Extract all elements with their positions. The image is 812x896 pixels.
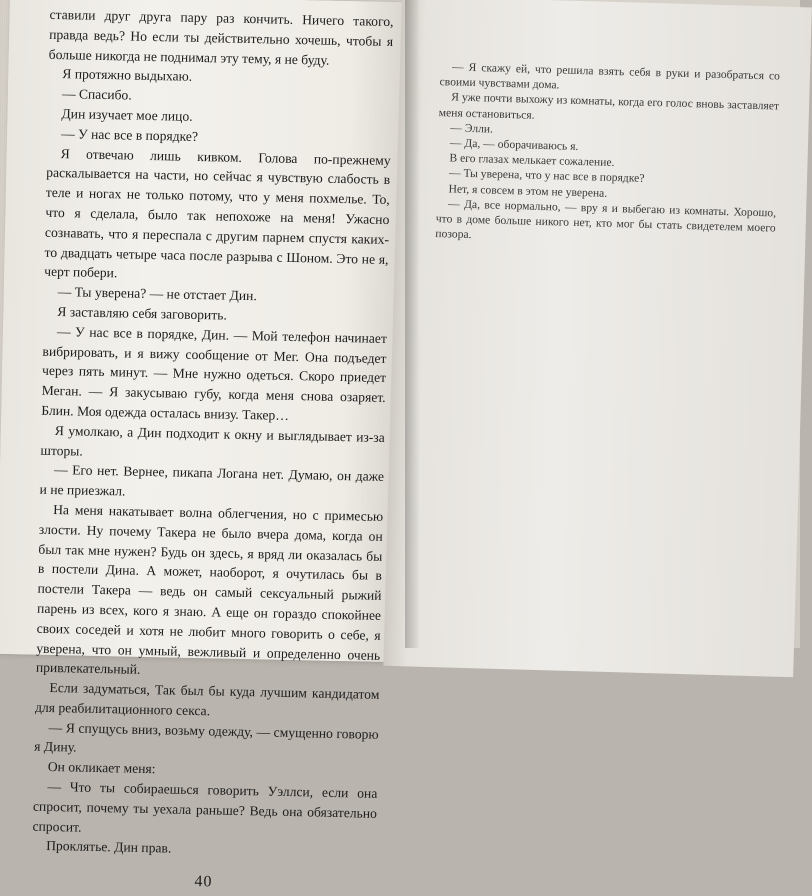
paragraph: — Ты уверена, что у нас все в порядке?	[448, 166, 645, 186]
paragraph: Я заставляю себя заговорить.	[57, 304, 227, 323]
paragraph: — Спасибо.	[61, 86, 132, 103]
book-gutter-shadow	[405, 0, 419, 648]
paragraph: На меня накатывает волна облегчения, но с примесью злости. Ну почему Такера не было вчера дома, когда он был так мне нужен? Будь он здесь, я вряд ли оказалась бы в постели Дина. А может, наоборот, я очутилась бы в постели Такера — ведь он самый сексуальный рыжий парень из всех, кого я знаю. А еще он гораздо спокойнее своих соседей и хотя не любит много говорить о себе, я уверена, что он умный, вежливый и определенно очень привлекательный.	[35, 501, 384, 678]
paragraph: Нет, я совсем в этом не уверена.	[448, 182, 608, 200]
paragraph: — Да, все нормально, — вру я и выбегаю из комнаты. Хорошо, что в доме больше никого нет, кто мог бы стать свидетелем моего позора.	[435, 197, 777, 242]
paragraph: Он окликает меня:	[47, 759, 156, 777]
paragraph: Проклятье. Дин прав.	[46, 838, 172, 857]
paragraph: — У нас все в порядке?	[60, 125, 199, 144]
paragraph: — Его нет. Вернее, пикапа Логана нет. Думаю, он даже и не приезжал.	[39, 462, 385, 499]
paragraph: В его глазах мелькает сожаление.	[449, 151, 615, 170]
paragraph: Я протяжно выдыхаю.	[62, 66, 193, 85]
paragraph: — Я спущусь вниз, возьму одежду, — смущенно говорю я Дину.	[34, 719, 379, 756]
paragraph: — Я скажу ей, что решила взять себя в руки и разобраться со своими чувствами дома.	[439, 60, 781, 92]
paragraph: Я уже почти выхожу из комнаты, когда его голос вновь заставляет меня остановиться.	[438, 90, 780, 122]
paragraph: Я умолкаю, а Дин подходит к окну и выглядывает из-за шторы.	[40, 422, 385, 459]
paragraph: Дин изучает мое лицо.	[61, 106, 193, 124]
paragraph: — Что ты собираешься говорить Уэллси, если она спросит, почему ты уехала раньше? Ведь она обязательно спросит.	[32, 779, 378, 835]
paragraph: — Элли.	[450, 121, 494, 136]
page-number: 40	[194, 873, 213, 891]
left-page-text	[32, 5, 394, 863]
paragraph: — У нас все в порядке, Дин. — Мой телефон начинает вибрировать, и я вижу сообщение от Мег. Она подъедет через пять минут. — Мне нужно одеться. Скоро приедет Меган. — Я закусываю губу, когда меня снова озаряет. Блин. Моя одежда осталась внизу. Такер…	[41, 323, 388, 423]
paragraph: Я отвечаю лишь кивком. Голова по-прежнему раскалывается на части, но сейчас я чувствую слабость в теле и ногах не только потому, что у меня похмелье. То, что я сделала, было так непохоже на меня! Ужасно сознавать, что я переспала с другим парнем спустя каких-то двадцать четыре часа после разрыва с Шоном. Это не я, черт побери.	[44, 145, 391, 281]
paragraph: — Да, — оборачиваюсь я.	[449, 136, 579, 153]
right-page	[383, 0, 812, 677]
paragraph: Если задуматься, Так был бы куда лучшим кандидатом для реабилитационного секса.	[34, 680, 380, 719]
paragraph: — Ты уверена? — не отстает Дин.	[57, 284, 257, 304]
paragraph: ставили друг друга пару раз кончить. Ничего такого, правда ведь? Но если ты действительно хочешь, чтобы я больше никогда не поднимал эту тему, я не буду.	[48, 6, 394, 68]
right-page-text	[435, 59, 780, 251]
